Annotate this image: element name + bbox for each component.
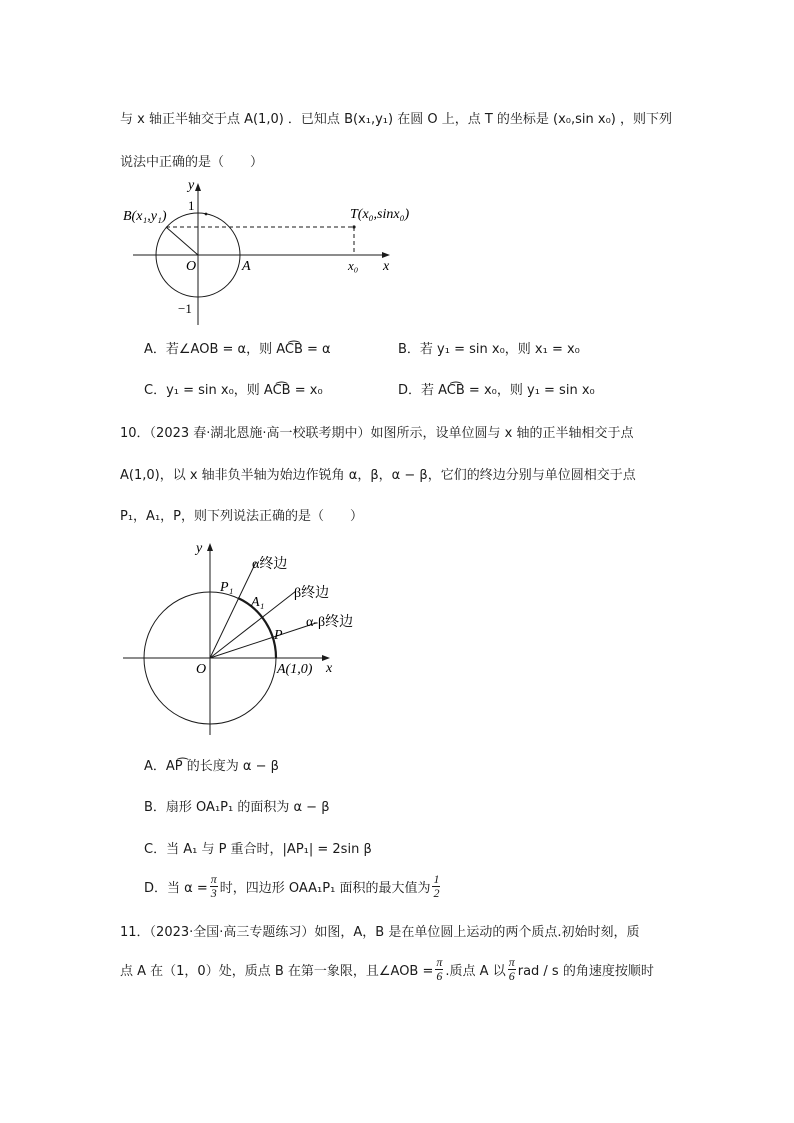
q9-option-b: B．若 y₁ = sin x₀，则 x₁ = x₀ (398, 342, 580, 357)
q10-label-a: A(1,0) (277, 662, 313, 677)
q10-line-1: 10．（2023 春·湖北恩施·高一校联考期中）如图所示，设单位圆与 x 轴的正半轴相交于点 (120, 426, 634, 441)
q10-option-d-max-den: 2 (433, 886, 440, 900)
q9-point-t (352, 225, 355, 228)
q9-point-c (205, 213, 208, 216)
q10-label-y: y (196, 541, 203, 556)
q9-line-2: 说法中正确的是（ ） (120, 155, 264, 170)
q10-option-d-alpha-fraction (210, 873, 218, 900)
q11-line-1: 11．（2023·全国·高三专题练习）如图，A，B 是在单位圆上运动的两个质点.初始时刻，质 (120, 925, 640, 940)
q9-label-o: O (186, 259, 197, 274)
q10-label-a1: A₁ (251, 595, 265, 610)
q10-option-d-alpha-num: π (210, 872, 217, 886)
q9-label-a: A (242, 259, 251, 274)
q10-label-p: P (274, 628, 283, 643)
q10-option-d-max-fraction (432, 873, 440, 900)
q10-label-x: x (326, 661, 333, 676)
q9-label-x: x (383, 259, 390, 274)
q11-speed-num: π (508, 955, 515, 969)
q10-option-d-max-num: 1 (433, 872, 440, 886)
q10-alpha-beta-side (210, 623, 316, 658)
q9-x-arrow (382, 252, 390, 258)
q9-line-1: 与 x 轴正半轴交于点 A(1,0) ．已知点 B(x₁,y₁) 在圆 O 上，点 T 的坐标是 (x₀,sin x₀) ，则下列 (120, 112, 673, 127)
q9-label-x0: x₀ (348, 258, 359, 273)
q10-line-3: P₁，A₁，P，则下列说法正确的是（ ） (120, 509, 363, 524)
q11-speed-fraction (508, 956, 516, 983)
q11-line-2-part-a: 点 A 在（1，0）处，质点 B 在第一象限，且∠AOB = (120, 964, 434, 979)
q9-label-minus-one: −1 (178, 301, 192, 316)
q9-radius-ob (166, 227, 198, 255)
q9-label-y: y (188, 178, 195, 193)
q10-label-o: O (196, 662, 207, 677)
q10-line-2: A(1,0)，以 x 轴非负半轴为始边作锐角 α，β，α − β，它们的终边分别与单位圆相交于点 (120, 468, 636, 483)
q10-y-arrow (207, 543, 213, 551)
q10-label-p1: P₁ (220, 580, 234, 595)
q9-y-arrow (195, 183, 201, 191)
q9-option-d: D．若 AC͡B = x₀，则 y₁ = sin x₀ (398, 383, 595, 398)
q10-option-c: C．当 A₁ 与 P 重合时，|AP₁| = 2sin β (144, 842, 372, 857)
q11-angle-fraction (435, 956, 443, 983)
q9-label-b: B(x₁,y₁) (123, 209, 167, 224)
q10-option-d-prefix: D．当 α = (144, 881, 208, 896)
q10-label-ab-side: α-β终边 (306, 615, 354, 630)
q9-label-one: 1 (188, 198, 195, 213)
q11-speed-den: 6 (508, 969, 515, 983)
q10-option-a: A．AP͡ 的长度为 α − β (144, 759, 279, 774)
q10-label-alpha-side: α终边 (252, 557, 288, 572)
q10-option-d (144, 873, 442, 900)
q10-label-beta-side: β终边 (294, 586, 330, 601)
q10-alpha-side (210, 562, 256, 658)
q10-figure (118, 535, 368, 740)
q10-option-d-suffix: 时，四边形 OAA₁P₁ 面积的最大值为 (219, 881, 431, 896)
q11-angle-den: 6 (436, 969, 443, 983)
q10-option-d-alpha-den: 3 (210, 886, 217, 900)
q11-line-2 (120, 956, 654, 983)
q9-label-t: T(x₀,sinx₀) (350, 207, 410, 222)
q11-line-2-part-c: rad / s 的角速度按顺时 (517, 964, 654, 979)
q10-option-b: B．扇形 OA₁P₁ 的面积为 α − β (144, 800, 330, 815)
q9-option-c: C．y₁ = sin x₀，则 AC͡B = x₀ (144, 383, 323, 398)
q9-option-a: A．若∠AOB = α，则 AC͡B = α (144, 342, 331, 357)
q11-angle-num: π (436, 955, 443, 969)
q9-figure (123, 175, 410, 330)
q11-line-2-part-b: .质点 A 以 (445, 964, 506, 979)
